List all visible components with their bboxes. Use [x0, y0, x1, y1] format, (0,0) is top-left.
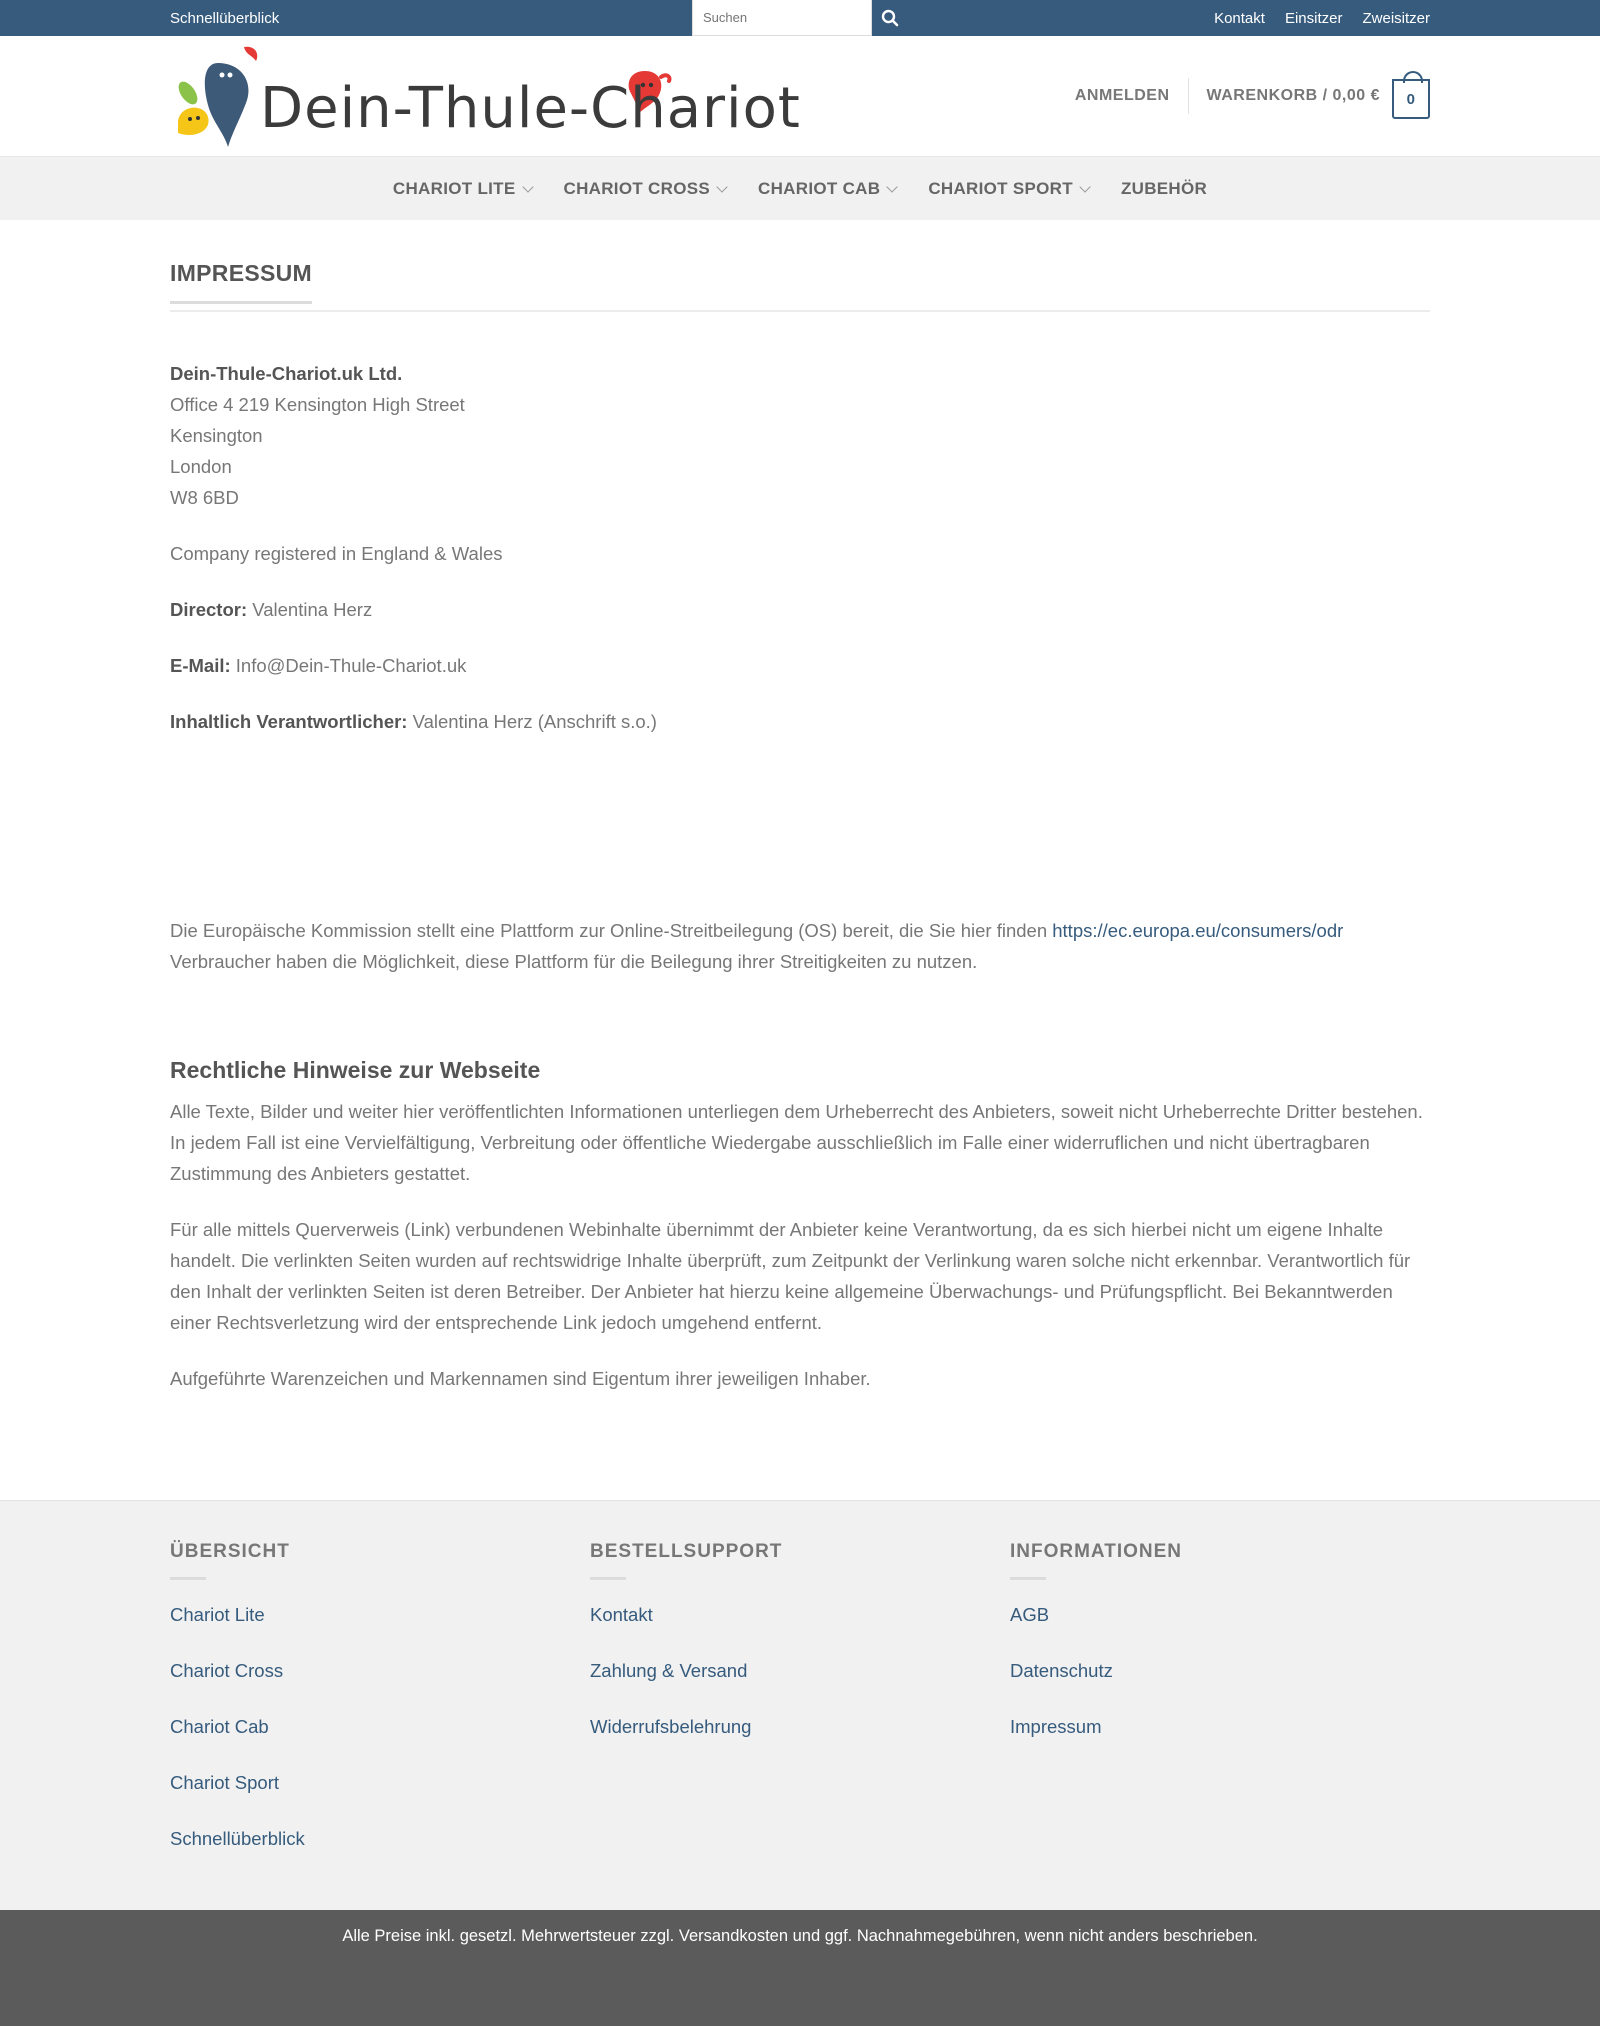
chevron-down-icon	[522, 181, 533, 192]
footer-link[interactable]: AGB	[1010, 1604, 1050, 1625]
nav-item-label: CHARIOT SPORT	[928, 179, 1073, 198]
top-link-zweisitzer[interactable]: Zweisitzer	[1362, 9, 1430, 27]
search-button[interactable]	[872, 0, 908, 36]
footer-link[interactable]: Widerrufsbelehrung	[590, 1716, 752, 1737]
registration-text: Company registered in England & Wales	[170, 543, 503, 564]
chevron-down-icon	[887, 181, 898, 192]
nav-item-label: CHARIOT CROSS	[563, 179, 711, 198]
footer-column-bestellsupport	[590, 1541, 1010, 1882]
site-header	[0, 36, 1600, 156]
top-links	[1214, 10, 1430, 27]
footer-divider	[1010, 1577, 1046, 1580]
legal-paragraph-links: Für alle mittels Querverweis (Link) verbundenen Webinhalte übernimmt der Anbieter keine Verantwortung, da es sich hierbei nicht um eigene Inhalte handelt. Die verlinkten Seiten wurden auf rechtswidrige Inhalte überprüft, zum Zeitpunkt der Verlinkung waren solche nicht erkennbar. Verantwortlich für den Inhalt der verlinkten Seiten ist deren Betreiber. Der Anbieter hat hierzu keine allgemeine Überwachungs- und Prüfungspflicht. Bei Bekanntwerden einer Rechtsverletzung wird der entsprechende Link jedoch umgehend entfernt.	[170, 1219, 1411, 1333]
footer-column-uebersicht	[170, 1541, 590, 1882]
odr-text	[170, 915, 1430, 977]
site-logo[interactable]	[170, 41, 801, 151]
nav-item-label: CHARIOT LITE	[392, 179, 516, 198]
search-input[interactable]	[692, 0, 872, 36]
cart-label: WARENKORB / 0,00 €	[1206, 87, 1380, 104]
odr-note: Verbraucher haben die Möglichkeit, diese Plattform für die Beilegung ihrer Streitigkeiten zu nutzen.	[170, 951, 978, 972]
director-text	[170, 594, 1430, 625]
legal-paragraph-copyright: Alle Texte, Bilder und weiter hier veröffentlichten Informationen unterliegen dem Urheberrecht des Anbieters, soweit nicht Urheberrechte Dritter bestehen. In jedem Fall ist eine Vervielfältigung, Verbreitung oder öffentliche Wiedergabe ausschließlich im Falle einer widerruflichen und nicht übertragbaren Zustimmung des Anbieters gestattet.	[170, 1101, 1423, 1184]
footer-link[interactable]: Chariot Cross	[170, 1660, 284, 1681]
legal-paragraph-trademarks: Aufgeführte Warenzeichen und Markennamen sind Eigentum ihrer jeweiligen Inhaber.	[170, 1368, 871, 1389]
footer-link[interactable]: Schnellüberblick	[170, 1828, 305, 1849]
cart-count: 0	[1406, 90, 1416, 108]
top-link-kontakt[interactable]: Kontakt	[1214, 9, 1265, 27]
email-label: E-Mail:	[170, 655, 231, 676]
chevron-down-icon	[1079, 181, 1090, 192]
logo-text: Dein-Thule-Chariot	[260, 75, 801, 141]
footer-link[interactable]: Impressum	[1010, 1716, 1102, 1737]
footer-column-informationen	[1010, 1541, 1430, 1882]
page-title-row	[170, 260, 1430, 312]
nav-item-chariot-cross[interactable]	[564, 179, 727, 199]
responsible-text	[170, 706, 1430, 737]
price-disclaimer: Alle Preise inkl. gesetzl. Mehrwertsteuer zzgl. Versandkosten und ggf. Nachnahmegebühren, wenn nicht anders beschrieben.	[342, 1927, 1258, 1945]
responsible-label: Inhaltlich Verantwortlicher:	[170, 711, 408, 732]
footer-link[interactable]: Chariot Cab	[170, 1716, 269, 1737]
address-line: Office 4 219 Kensington High Street	[170, 394, 465, 415]
footer-column-title: INFORMATIONEN	[1010, 1541, 1183, 1562]
footer-column-title: BESTELLSUPPORT	[590, 1541, 783, 1562]
company-address	[170, 358, 1430, 513]
main-nav	[0, 156, 1600, 220]
page-title: IMPRESSUM	[170, 260, 312, 304]
cart-bag-icon	[1392, 79, 1430, 119]
odr-link[interactable]: https://ec.europa.eu/consumers/odr	[1052, 920, 1344, 941]
address-line: W8 6BD	[170, 487, 239, 508]
top-link-einsitzer[interactable]: Einsitzer	[1284, 9, 1343, 27]
email-value: Info@Dein-Thule-Chariot.uk	[230, 655, 467, 676]
footer-link[interactable]: Chariot Sport	[170, 1772, 279, 1793]
nav-item-label: CHARIOT CAB	[758, 179, 881, 198]
company-name: Dein-Thule-Chariot.uk Ltd.	[170, 363, 403, 384]
address-line: London	[170, 456, 232, 477]
email-text	[170, 650, 1430, 681]
footer-column-title: ÜBERSICHT	[170, 1541, 290, 1562]
search-icon	[881, 9, 899, 27]
footer-divider	[170, 1577, 206, 1580]
nav-item-chariot-cab[interactable]	[758, 179, 896, 199]
logo-mascot-icon	[170, 41, 266, 149]
header-account-area	[1075, 73, 1430, 119]
director-value: Valentina Herz	[247, 599, 373, 620]
nav-item-label: ZUBEHÖR	[1120, 179, 1208, 198]
address-line: Kensington	[170, 425, 263, 446]
search-form	[692, 0, 908, 36]
top-bar	[0, 0, 1600, 36]
director-label: Director:	[170, 599, 248, 620]
quick-overview-link[interactable]: Schnellüberblick	[170, 9, 280, 27]
nav-item-chariot-lite[interactable]	[393, 179, 532, 199]
responsible-value: Valentina Herz (Anschrift s.o.)	[407, 711, 657, 732]
footer-link[interactable]: Chariot Lite	[170, 1604, 265, 1625]
footer-link[interactable]: Zahlung & Versand	[590, 1660, 748, 1681]
nav-item-zubehoer[interactable]	[1121, 179, 1207, 199]
footer-divider	[590, 1577, 626, 1580]
main-content	[0, 220, 1600, 1394]
nav-item-chariot-sport[interactable]	[928, 179, 1089, 199]
chevron-down-icon	[716, 181, 727, 192]
footer-bottom-bar	[0, 1910, 1600, 2026]
legal-heading: Rechtliche Hinweise zur Webseite	[170, 1057, 541, 1083]
site-footer	[0, 1500, 1600, 1910]
footer-link[interactable]: Kontakt	[590, 1604, 653, 1625]
cart-link[interactable]	[1189, 73, 1430, 119]
login-link[interactable]: ANMELDEN	[1075, 78, 1189, 114]
odr-intro: Die Europäische Kommission stellt eine Plattform zur Online-Streitbeilegung (OS) bereit, die Sie hier finden	[170, 920, 1053, 941]
footer-link[interactable]: Datenschutz	[1010, 1660, 1113, 1681]
